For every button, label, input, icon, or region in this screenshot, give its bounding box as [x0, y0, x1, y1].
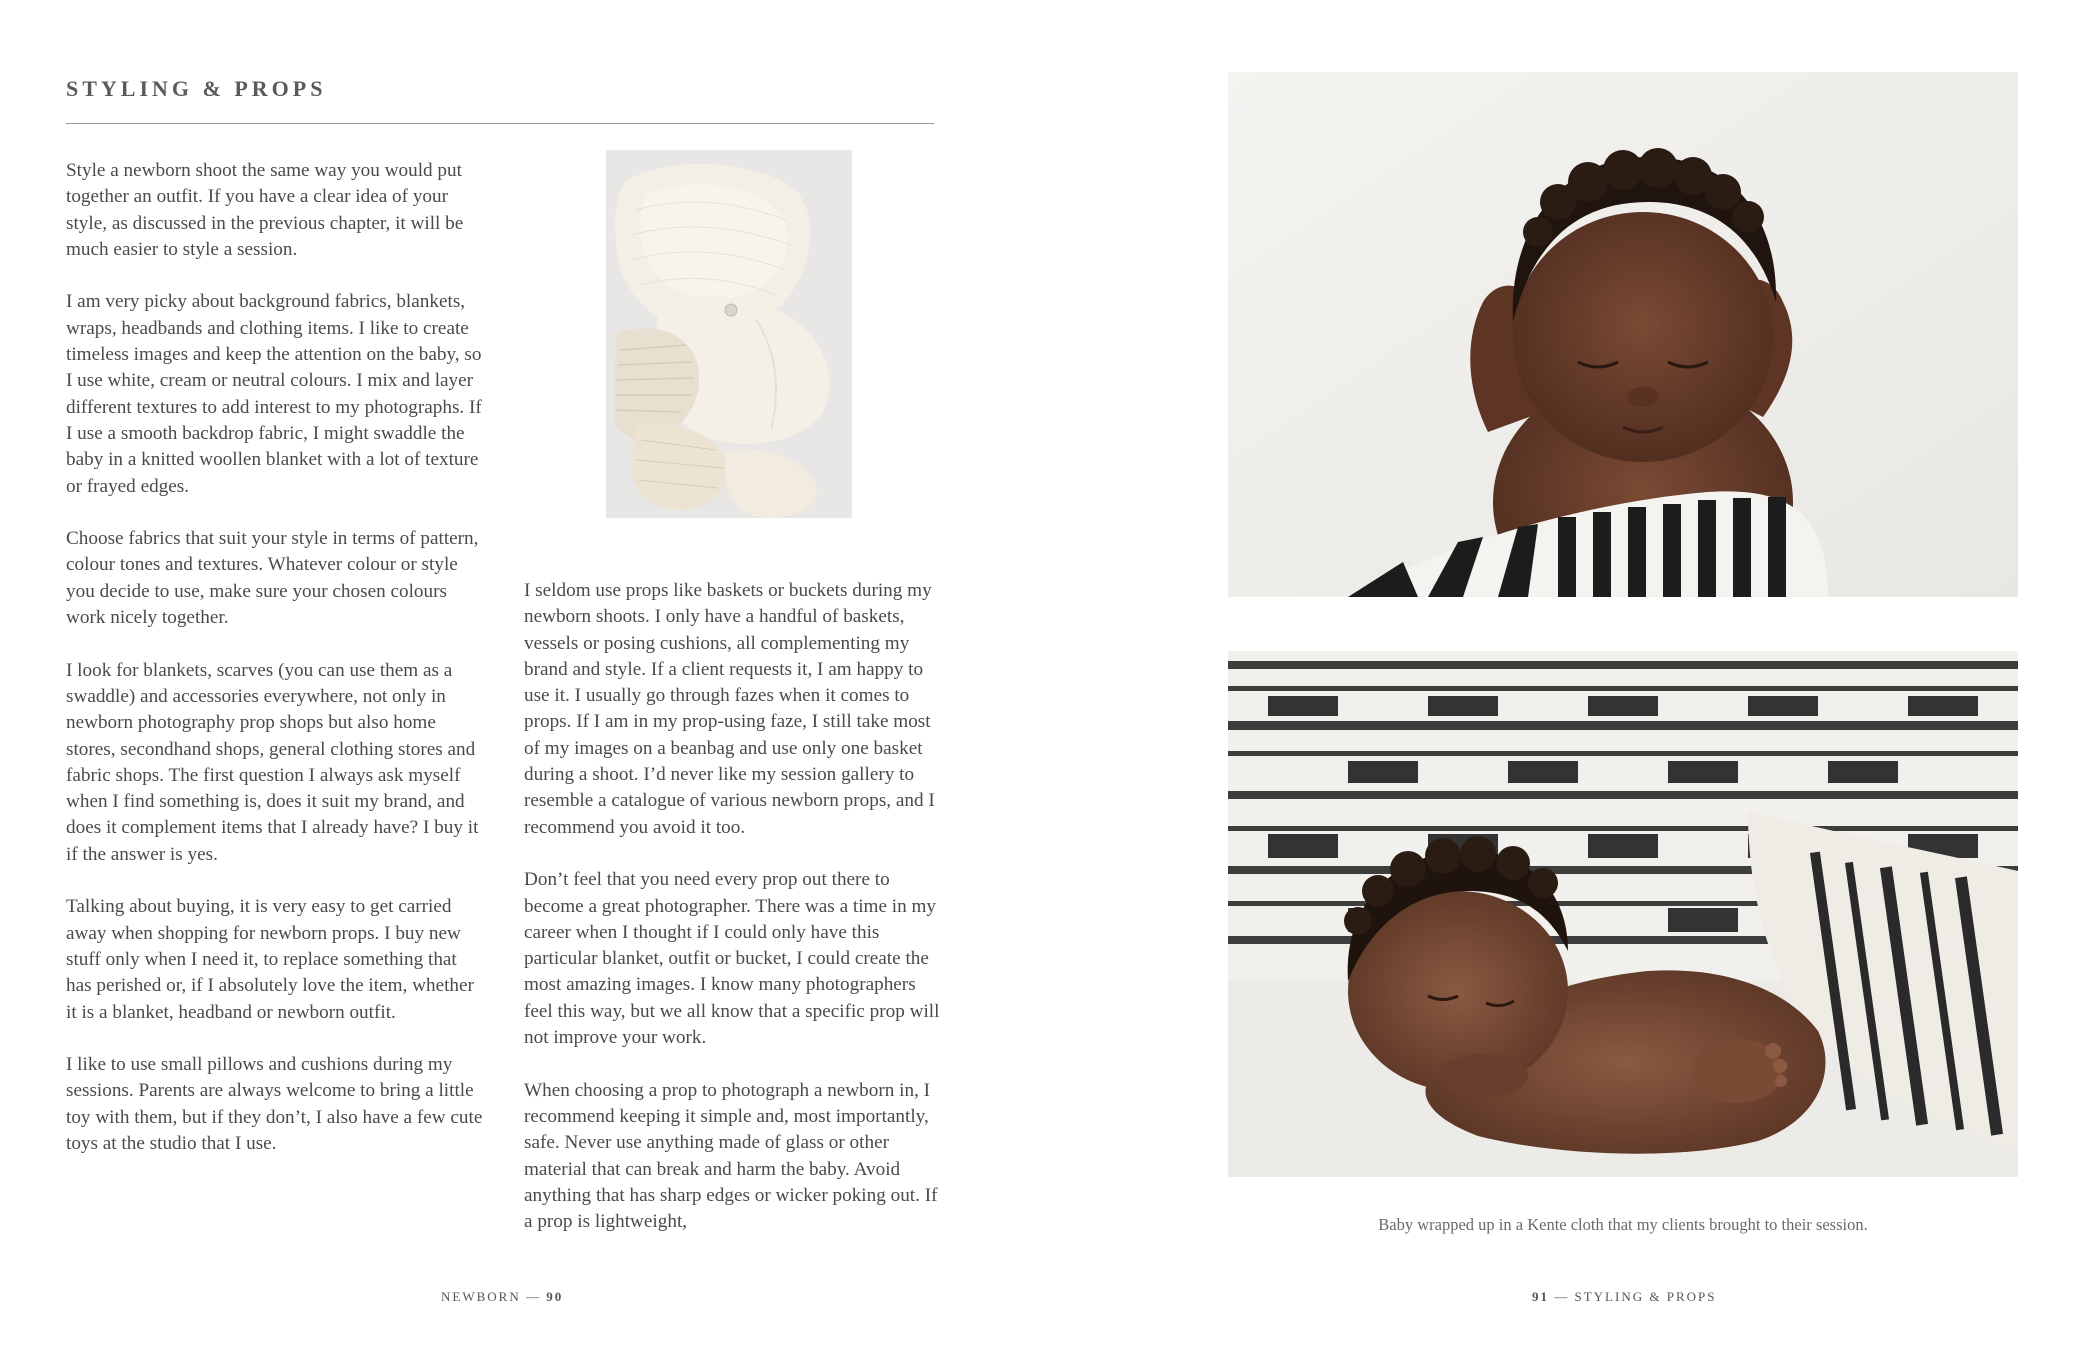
baby-photo-bottom — [1228, 651, 2018, 1177]
page-number: 90 — [546, 1289, 564, 1304]
paragraph: When choosing a prop to photograph a newborn in, I recommend keeping it simple and, most importantly, safe. Never use anything made of glass or other material that can break and harm the baby. Avoid anything that has sharp edges or wicker poking out. If a prop is lightweight, — [524, 1079, 938, 1233]
section-title: STYLING & PROPS — [66, 76, 327, 101]
paragraph: Choose fabrics that suit your style in terms of pattern, colour tones and textures. Whatever colour or style you decide to use, make sure your chosen colours work nicely together. — [66, 528, 479, 629]
page-footer-left — [441, 1289, 563, 1305]
page-footer-right — [1532, 1289, 1716, 1305]
title-divider — [66, 123, 934, 124]
folio-label: — STYLING & PROPS — [1549, 1289, 1717, 1304]
fabric-props-photo — [606, 150, 852, 518]
text-column-left — [66, 158, 486, 1184]
paragraph: Don’t feel that you need every prop out there to become a great photographer. There was a time in my career when I thought if I could only have this particular blanket, outfit or bucket, I could create the most amazing images. I know many photographers feel this way, but we all know that a specific prop will not improve your work. — [524, 869, 940, 1049]
baby-photo-top — [1228, 72, 2018, 597]
paragraph: I am very picky about background fabrics, blankets, wraps, headbands and clothing items. I like to create timeless images and keep the attention on the baby, so I use white, cream or neutral colours. I mix and layer different textures to add interest to my photographs. If I use a smooth backdrop fabric, I might swaddle the baby in a knitted woollen blanket with a lot of texture or frayed edges. — [66, 291, 482, 497]
folio-label: NEWBORN — — [441, 1289, 547, 1304]
text-column-right — [524, 578, 944, 1262]
paragraph: I look for blankets, scarves (you can use them as a swaddle) and accessories everywhere, not only in newborn photography prop shops but also home stores, secondhand shops, general clothing stores and fabric shops. The first question I always ask myself when I find something is, does it suit my brand, and does it complement items that I already have? I buy it if the answer is yes. — [66, 659, 479, 865]
photo-caption: Baby wrapped up in a Kente cloth that my clients brought to their session. — [1378, 1215, 1868, 1234]
paragraph: I like to use small pillows and cushions during my sessions. Parents are always welcome to bring a little toy with them, but if they don’t, I also have a few cute toys at the studio that I use. — [66, 1054, 483, 1154]
paragraph: I seldom use props like baskets or buckets during my newborn shoots. I only have a handful of baskets, vessels or posing cushions, all complementing my brand and style. If a client requests it, I am happy to use it. I usually go through fazes when it comes to props. If I am in my prop-using faze, I still take most of my images on a beanbag and use only one basket during a shoot. I’d never like my session gallery to resemble a catalogue of various newborn props, and I recommend you avoid it too. — [524, 580, 935, 838]
paragraph: Style a newborn shoot the same way you would put together an outfit. If you have a clear idea of your style, as discussed in the previous chapter, it will be much easier to style a session. — [66, 160, 464, 260]
paragraph: Talking about buying, it is very easy to get carried away when shopping for newborn props. I buy new stuff only when I need it, to replace something that has perished or, if I absolutely love the item, whether it is a blanket, headband or newborn outfit. — [66, 896, 474, 1023]
page-number: 91 — [1532, 1289, 1549, 1304]
